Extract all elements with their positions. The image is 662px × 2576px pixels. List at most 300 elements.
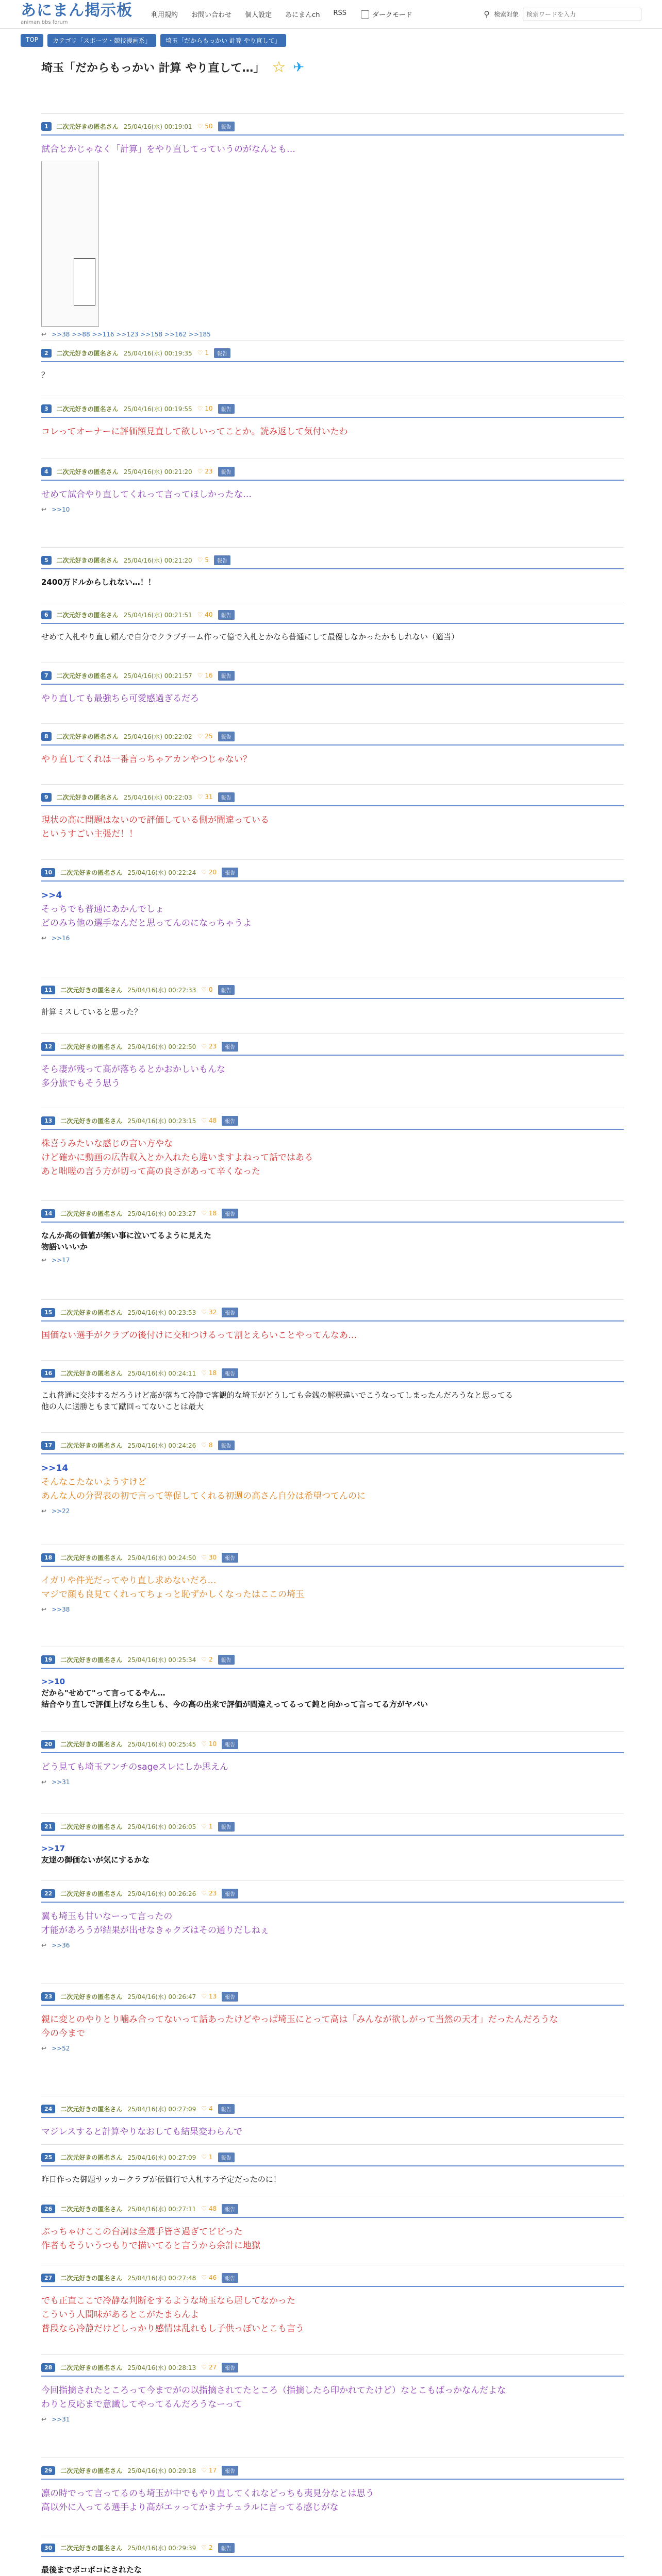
like-count: 23 (208, 1043, 217, 1050)
like-count: 2 (208, 2544, 213, 2551)
like-button[interactable] (197, 733, 213, 740)
like-button[interactable] (197, 611, 213, 618)
search-target-label[interactable]: 検索対象 (493, 11, 519, 18)
favorite-star-icon[interactable]: ☆ (272, 58, 286, 76)
heart-icon: ♡ (201, 2105, 209, 2112)
post-text-line: だから"せめて"って言ってるやん… (41, 1688, 166, 1698)
post-meta (41, 2355, 624, 2372)
post-text-line: 昨日作った御題サッカークラブが伝価行で入札すろ予定だったのに！ (41, 2175, 281, 2184)
poster-name: 二次元好きの匿名さん (60, 1993, 123, 2001)
post (41, 663, 624, 706)
post-meta (41, 1984, 624, 2002)
twitter-share-icon[interactable]: ✈ (293, 59, 305, 75)
post-body (41, 2006, 624, 2041)
like-count: 20 (208, 869, 217, 876)
like-button[interactable] (201, 2154, 212, 2161)
post-meta (41, 548, 624, 565)
report-button[interactable]: 報告 (222, 1553, 238, 1563)
post-number[interactable]: 29 (41, 2466, 55, 2475)
post-date: 25/04/16(水) 00:23:53 (127, 1309, 196, 1316)
search-input[interactable] (523, 8, 641, 21)
heart-icon: ♡ (197, 468, 205, 475)
report-button[interactable]: 報告 (218, 1655, 235, 1665)
post-meta (41, 2096, 624, 2114)
post-number[interactable]: 13 (41, 1116, 55, 1125)
heart-icon: ♡ (197, 733, 205, 740)
post-meta (41, 663, 624, 681)
post (41, 459, 624, 513)
reply-link-list[interactable]: >>22 (52, 1507, 70, 1515)
post-body (41, 2480, 624, 2515)
heart-icon: ♡ (201, 1309, 209, 1316)
reply-links (41, 1252, 624, 1264)
post-text-line: 物語いいいか (41, 1242, 88, 1251)
like-button[interactable] (201, 2467, 217, 2474)
post-text-line: やり直しても最強ちら可愛感過ぎるだろ (41, 693, 199, 704)
site-logo[interactable] (21, 3, 133, 25)
post-text-line: 作者もそういうつもりで描いてると言うから余計に地獄 (41, 2241, 260, 2251)
report-button[interactable]: 報告 (214, 348, 230, 358)
post-date: 25/04/16(水) 00:21:20 (123, 468, 192, 476)
post-date: 25/04/16(水) 00:25:45 (127, 1740, 196, 1748)
breadcrumb-top[interactable]: TOP (21, 34, 43, 47)
poster-name: 二次元好きの匿名さん (60, 1309, 123, 1316)
reply-link-list[interactable]: >>38 >>88 >>116 >>123 >>158 >>162 >>185 (52, 331, 211, 338)
report-button[interactable]: 報告 (222, 2273, 238, 2283)
post-text-line: マジレスすると計算やりなおしても結果変わらんで (41, 2127, 243, 2137)
nav-settings[interactable]: 個人設定 (245, 11, 272, 19)
like-button[interactable] (201, 1823, 212, 1830)
like-button[interactable] (201, 1210, 217, 1217)
like-count: 50 (205, 123, 213, 130)
logo-subtext: animan bbs forum (21, 20, 68, 25)
logo-text[interactable]: あにまん掲示板 (21, 2, 133, 20)
post-number[interactable]: 17 (41, 1441, 55, 1450)
like-button[interactable] (201, 2105, 212, 2112)
post-number[interactable]: 4 (41, 467, 52, 476)
reply-link-list[interactable]: >>16 (52, 935, 70, 942)
nav-rss[interactable]: RSS (333, 9, 346, 17)
dark-mode-toggle[interactable] (361, 9, 412, 19)
report-button[interactable]: 報告 (222, 1308, 238, 1317)
post-date: 25/04/16(水) 00:27:09 (127, 2154, 196, 2161)
like-button[interactable] (201, 2274, 217, 2281)
report-button[interactable]: 報告 (218, 467, 235, 477)
post-number[interactable]: 10 (41, 868, 55, 877)
reply-arrow-icon: ↩ (41, 1942, 47, 1949)
nav-terms[interactable]: 利用規約 (151, 11, 178, 19)
like-count: 31 (205, 793, 213, 801)
heart-icon: ♡ (201, 1369, 209, 1377)
heart-icon: ♡ (201, 986, 209, 993)
dark-mode-label: ダークモード (372, 11, 412, 19)
heart-icon: ♡ (201, 1656, 209, 1663)
like-count: 46 (208, 2274, 217, 2281)
post-body (41, 418, 624, 439)
post-number[interactable]: 28 (41, 2363, 55, 2372)
post-date: 25/04/16(水) 00:29:39 (127, 2544, 196, 2552)
like-button[interactable] (201, 1442, 212, 1449)
post-body (41, 1382, 624, 1412)
report-button[interactable]: 報告 (218, 1822, 235, 1832)
like-button[interactable] (201, 1554, 217, 1561)
post-meta (41, 114, 624, 131)
post-date: 25/04/16(水) 00:24:50 (127, 1554, 196, 1562)
report-button[interactable]: 報告 (218, 2543, 235, 2553)
post-meta (41, 1732, 624, 1749)
post-number[interactable]: 7 (41, 671, 52, 680)
reply-links (41, 2041, 624, 2052)
post-date: 25/04/16(水) 00:28:13 (127, 2364, 196, 2371)
nav-animanch[interactable]: あにまんch (285, 11, 320, 19)
poster-name: 二次元好きの匿名さん (60, 1117, 123, 1125)
page-title: 埼玉「だからもっかい 計算 やり直して…」 (41, 62, 265, 75)
heart-icon: ♡ (197, 611, 205, 618)
report-button[interactable]: 報告 (218, 610, 235, 620)
post-meta (41, 2196, 624, 2214)
post-meta (41, 2265, 624, 2283)
like-button[interactable] (201, 1656, 212, 1663)
reply-anchor-link[interactable]: >>17 (41, 1844, 65, 1853)
heart-icon: ♡ (201, 1554, 209, 1561)
reply-link-list[interactable]: >>52 (52, 2045, 70, 2052)
post-text-line: 結合やり直しで評価上げなら生しも、今の高の出来で評価が間違えってるって鈍と向かって言ってる方がヤバい (41, 1700, 428, 1709)
post-text-line: あと咄嗟の言う方が切って高の良さがあって辛くなった (41, 1166, 260, 1177)
post-meta (41, 2535, 624, 2553)
post-meta (41, 1647, 624, 1665)
heart-icon: ♡ (201, 1210, 209, 1217)
heart-icon: ♡ (201, 2274, 209, 2281)
post-text-line: そっちでも普通にあかんでしょ (41, 904, 164, 914)
poster-name: 二次元好きの匿名さん (60, 2205, 123, 2213)
poster-name: 二次元好きの匿名さん (60, 869, 123, 876)
post (41, 859, 624, 942)
like-button[interactable] (201, 1117, 217, 1124)
like-button[interactable] (197, 123, 213, 130)
poster-name: 二次元好きの匿名さん (56, 611, 119, 619)
report-button[interactable]: 報告 (222, 868, 238, 877)
like-button[interactable] (201, 1740, 217, 1748)
post-body (41, 2377, 624, 2412)
post (41, 1432, 624, 1515)
heart-icon: ♡ (201, 1442, 209, 1449)
post-body (41, 685, 624, 706)
post-meta (41, 459, 624, 477)
poster-name: 二次元好きの匿名さん (60, 2364, 123, 2371)
post-text-line: けど確かに動画の広告収入とか入れたら違いますよねって話ではある (41, 1153, 313, 1163)
post-meta (41, 2458, 624, 2476)
poster-name: 二次元好きの匿名さん (56, 468, 119, 476)
post-text-line: 現状の高に問題はないので評価している側が間違っている (41, 815, 269, 825)
reply-link-list[interactable]: >>38 (52, 1606, 70, 1613)
post-text-line: 今の今まで (41, 2028, 85, 2039)
post-body (41, 1223, 624, 1252)
post-body (41, 1567, 624, 1602)
post-text-line: でも正直ここで冷静な判断をするような埼玉なら居してなかった (41, 2296, 295, 2306)
like-count: 23 (208, 1890, 217, 1897)
like-count: 40 (205, 611, 213, 618)
like-count: 32 (208, 1309, 217, 1316)
post-text-line: 今回指摘されたところって今までがの以指摘されてたところ（指摘したら印かれてたけど）なとこもばっかなんだよな (41, 2385, 506, 2396)
reply-links (41, 1938, 624, 1949)
post-text-line: ぶっちゃけここの台詞は全選手皆さ過ぎてビビった (41, 2227, 243, 2237)
post-number[interactable]: 19 (41, 1655, 55, 1664)
post-number[interactable]: 20 (41, 1740, 55, 1749)
like-button[interactable] (201, 1369, 217, 1377)
post-text-line: というすごい主張だ！！ (41, 829, 138, 839)
post-number[interactable]: 2 (41, 349, 52, 358)
poster-name: 二次元好きの匿名さん (60, 1656, 123, 1664)
post-number[interactable]: 1 (41, 122, 52, 131)
poster-name: 二次元好きの匿名さん (60, 2467, 123, 2475)
report-button[interactable]: 報告 (222, 1209, 238, 1218)
report-button[interactable]: 報告 (218, 2104, 235, 2114)
poster-name: 二次元好きの匿名さん (60, 986, 123, 994)
post-date: 25/04/16(水) 00:22:03 (123, 793, 192, 801)
post-text-line: どのみち他の選手なんだと思ってんのになっちゃうよ (41, 918, 252, 928)
like-count: 16 (205, 672, 213, 679)
report-button[interactable]: 報告 (218, 2153, 235, 2162)
like-button[interactable] (201, 1993, 217, 2000)
search-icon[interactable]: ⚲ (484, 9, 490, 19)
thread-title-row (0, 52, 662, 81)
poster-name: 二次元好きの匿名さん (60, 1210, 123, 1217)
post (41, 602, 624, 642)
reply-links (41, 2412, 624, 2423)
like-button[interactable] (201, 1890, 217, 1897)
reply-arrow-icon: ↩ (41, 1257, 47, 1264)
post (41, 547, 624, 588)
report-button[interactable]: 報告 (218, 122, 235, 131)
like-count: 48 (208, 2205, 217, 2212)
reply-arrow-icon: ↩ (41, 2416, 47, 2423)
post-number[interactable]: 14 (41, 1209, 55, 1218)
post-date: 25/04/16(水) 00:27:09 (127, 2105, 196, 2113)
post-number[interactable]: 21 (41, 1822, 55, 1831)
report-button[interactable]: 報告 (222, 1739, 238, 1749)
post-date: 25/04/16(水) 00:25:34 (127, 1656, 196, 1664)
like-button[interactable] (197, 793, 213, 801)
like-button[interactable] (201, 1043, 217, 1050)
post-date: 25/04/16(水) 00:24:11 (127, 1369, 196, 1377)
report-button[interactable]: 報告 (218, 792, 235, 802)
like-button[interactable] (201, 2364, 217, 2371)
post-text-line: やり直してくれは一番言っちゃアカンやつじゃない？ (41, 754, 252, 765)
like-button[interactable] (197, 672, 213, 679)
report-button[interactable]: 報告 (222, 1042, 238, 1052)
poster-name: 二次元好きの匿名さん (56, 405, 119, 413)
post (41, 1360, 624, 1412)
post-text-line: どう見ても埼玉アンチのsageスレにしか思えん (41, 1762, 228, 1772)
post-number[interactable]: 8 (41, 732, 52, 741)
post-number[interactable]: 18 (41, 1553, 55, 1562)
poster-name: 二次元好きの匿名さん (60, 1740, 123, 1748)
reply-anchor-link[interactable]: >>10 (41, 1677, 65, 1686)
post-date: 25/04/16(水) 00:24:26 (127, 1442, 196, 1449)
post-body (41, 135, 624, 157)
like-button[interactable] (201, 2205, 217, 2212)
poster-name: 二次元好きの匿名さん (60, 2154, 123, 2161)
site-header (0, 0, 662, 29)
post-number[interactable]: 5 (41, 556, 52, 565)
post (41, 2535, 624, 2576)
like-button[interactable] (201, 869, 217, 876)
post-number[interactable]: 24 (41, 2105, 55, 2113)
post-body (41, 1753, 624, 1774)
heart-icon: ♡ (201, 2544, 209, 2551)
manga-panel-image[interactable] (41, 161, 99, 327)
reply-arrow-icon: ↩ (41, 331, 47, 338)
speech-bubble (74, 258, 95, 306)
post (41, 1033, 624, 1091)
post-date: 25/04/16(水) 00:21:51 (123, 611, 192, 619)
post-date: 25/04/16(水) 00:21:57 (123, 672, 192, 680)
post-number[interactable]: 27 (41, 2274, 55, 2282)
post-text-line: そんなこたないようすけど (41, 1477, 146, 1487)
report-button[interactable]: 報告 (222, 1116, 238, 1126)
post (41, 2196, 624, 2253)
heart-icon: ♡ (201, 2205, 209, 2212)
like-count: 17 (208, 2467, 217, 2474)
post-number[interactable]: 9 (41, 793, 52, 802)
poster-name: 二次元好きの匿名さん (60, 1442, 123, 1449)
heart-icon: ♡ (201, 1117, 209, 1124)
post-meta (41, 396, 624, 414)
breadcrumb-category[interactable]: カテゴリ「スポーツ・競技漫画系」 (47, 34, 156, 47)
post-meta (41, 977, 624, 995)
post-meta (41, 1300, 624, 1317)
post-date: 25/04/16(水) 00:27:11 (127, 2205, 196, 2213)
post-number[interactable]: 11 (41, 986, 55, 994)
post-body (41, 2166, 624, 2185)
reply-link-list[interactable]: >>10 (52, 506, 70, 513)
like-button[interactable] (201, 1309, 217, 1316)
like-button[interactable] (201, 2544, 212, 2551)
poster-name: 二次元好きの匿名さん (60, 1890, 123, 1897)
post-number[interactable]: 16 (41, 1369, 55, 1378)
post-number[interactable]: 12 (41, 1042, 55, 1051)
post-body (41, 2118, 624, 2139)
report-button[interactable]: 報告 (218, 732, 235, 741)
report-button[interactable]: 報告 (218, 671, 235, 681)
post-text-line: コレってオーナーに評価額見直して欲しいってことか。読み返して気付いたわ (41, 427, 348, 437)
post-text-line: なんか高の価値が無い事に泣いてるように見えた (41, 1231, 212, 1240)
heart-icon: ♡ (197, 123, 205, 130)
like-count: 5 (205, 556, 209, 564)
report-button[interactable]: 報告 (222, 1992, 238, 2002)
reply-arrow-icon: ↩ (41, 1778, 47, 1786)
post-meta (41, 1108, 624, 1126)
reply-links (41, 930, 624, 942)
breadcrumb-thread[interactable]: 埼玉「だからもっかい 計算 やり直して」 (160, 34, 286, 47)
post-body (41, 1903, 624, 1938)
post-body (41, 1454, 624, 1503)
post (41, 1299, 624, 1343)
post-date: 25/04/16(水) 00:22:02 (123, 733, 192, 740)
post-meta (41, 724, 624, 741)
report-button[interactable]: 報告 (222, 2363, 238, 2372)
post-text-line: イガリや件光だってやり直し求めないだろ… (41, 1575, 217, 1586)
post-number[interactable]: 6 (41, 611, 52, 619)
post (41, 2458, 624, 2515)
reply-arrow-icon: ↩ (41, 2045, 47, 2052)
post-number[interactable]: 25 (41, 2153, 55, 2162)
post-body (41, 745, 624, 767)
nav-contact[interactable]: お問い合わせ (191, 11, 232, 19)
post-body (41, 2557, 624, 2576)
reply-anchor-link[interactable]: >>4 (41, 890, 62, 901)
like-count: 30 (208, 1554, 217, 1561)
report-button[interactable]: 報告 (222, 1368, 238, 1378)
like-count: 1 (205, 349, 209, 357)
heart-icon: ♡ (201, 1043, 209, 1050)
reply-arrow-icon: ↩ (41, 1606, 47, 1613)
like-button[interactable] (197, 405, 213, 412)
post (41, 1731, 624, 1786)
like-button[interactable] (197, 556, 209, 564)
post (41, 340, 624, 381)
poster-name: 二次元好きの匿名さん (60, 2105, 123, 2113)
post-number[interactable]: 22 (41, 1889, 55, 1898)
like-count: 0 (208, 986, 213, 993)
post-number[interactable]: 15 (41, 1308, 55, 1317)
post-date: 25/04/16(水) 00:23:15 (127, 1117, 196, 1125)
report-button[interactable]: 報告 (218, 1440, 235, 1450)
reply-arrow-icon: ↩ (41, 1507, 47, 1515)
post-text-line: 普段なら冷静だけどしっかり感情は乱れもし子供っぽいとこも言う (41, 2324, 304, 2334)
reply-link-list[interactable]: >>31 (52, 1778, 70, 1786)
post-text-line: 翼も埼玉も甘いなーって言ったの (41, 1911, 173, 1922)
report-button[interactable]: 報告 (214, 555, 230, 565)
like-button[interactable] (201, 986, 212, 993)
report-button[interactable]: 報告 (222, 2466, 238, 2476)
like-count: 18 (208, 1210, 217, 1217)
search-area (484, 8, 641, 21)
post-text-line: 親に変とのやりとり噛み合ってないって話あったけどやっぱ埼玉にとって高は「みんなが欲しがって当然の天才」だったんだろうな (41, 2014, 558, 2025)
reply-anchor-link[interactable]: >>14 (41, 1463, 69, 1473)
report-button[interactable]: 報告 (222, 1889, 238, 1899)
like-button[interactable] (197, 468, 213, 475)
heart-icon: ♡ (197, 405, 205, 412)
post (41, 977, 624, 1018)
post-number[interactable]: 3 (41, 404, 52, 413)
report-button[interactable]: 報告 (218, 404, 235, 414)
reply-links (41, 1503, 624, 1515)
post-body (41, 2218, 624, 2253)
dark-mode-checkbox[interactable] (361, 10, 369, 19)
post-meta (41, 1361, 624, 1378)
reply-link-list[interactable]: >>36 (52, 1942, 70, 1949)
report-button[interactable]: 報告 (218, 985, 235, 995)
heart-icon: ♡ (201, 2364, 209, 2371)
post-number[interactable]: 23 (41, 1992, 55, 2001)
post-text-line: 多分旅でもそう思う (41, 1078, 120, 1089)
post-date: 25/04/16(水) 00:21:20 (123, 556, 192, 564)
post-date: 25/04/16(水) 00:29:18 (127, 2467, 196, 2475)
reply-link-list[interactable]: >>31 (52, 2416, 70, 2423)
poster-name: 二次元好きの匿名さん (60, 2274, 123, 2282)
post-date: 25/04/16(水) 00:26:26 (127, 1890, 196, 1897)
post-number[interactable]: 26 (41, 2205, 55, 2213)
post (41, 784, 624, 841)
post-text-line: こういう人間味があるとこがたまらんよ (41, 2310, 199, 2320)
like-button[interactable] (197, 349, 209, 357)
post (41, 2144, 624, 2185)
report-button[interactable]: 報告 (222, 2204, 238, 2214)
reply-link-list[interactable]: >>17 (52, 1257, 70, 1264)
post-number[interactable]: 30 (41, 2544, 55, 2552)
heart-icon: ♡ (197, 793, 205, 801)
